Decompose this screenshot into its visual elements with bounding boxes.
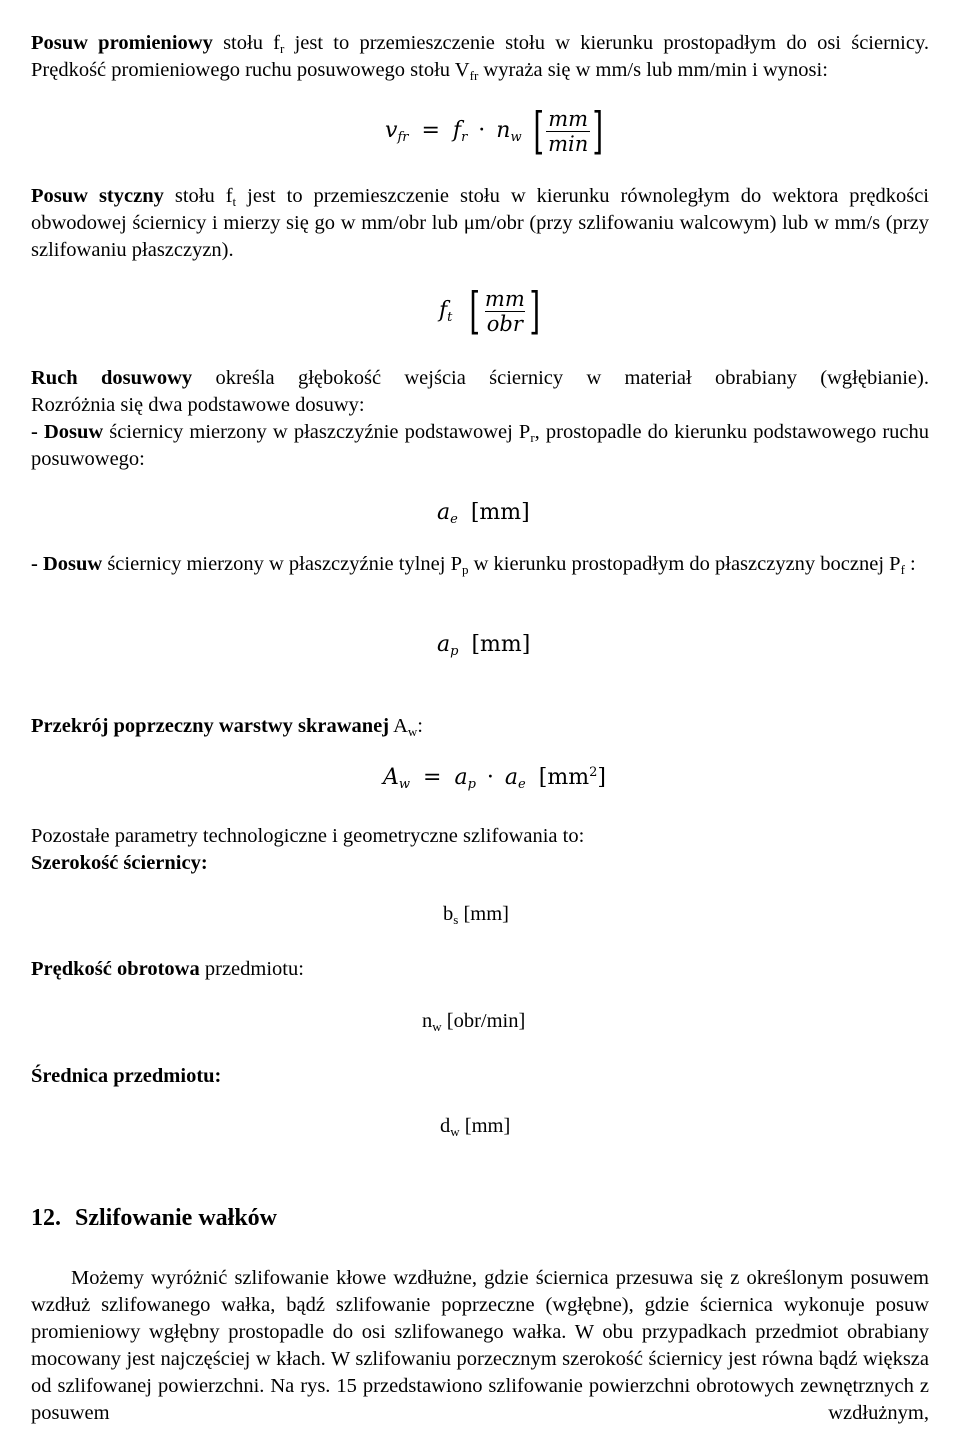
subscript: fr <box>397 130 409 145</box>
term-dosuw: Dosuw <box>43 421 104 443</box>
formula-ap <box>437 632 530 657</box>
symbol: A <box>383 765 399 790</box>
equals-sign: = <box>421 118 440 143</box>
right-bracket: ] <box>592 102 604 160</box>
line <box>31 850 929 877</box>
section-number: 12. <box>31 1205 61 1231</box>
document-page <box>31 0 929 1436</box>
label-wheel-width: Szerokość ściernicy: <box>31 852 208 874</box>
paragraph-cross-section <box>31 713 929 740</box>
text: przedmiotu: <box>199 958 304 980</box>
term-cross-section: Przekrój poprzeczny warstwy skrawanej <box>31 715 390 737</box>
formula-ae <box>437 500 530 525</box>
term-diameter: Średnica przedmiotu: <box>31 1065 222 1087</box>
multiply-dot: · <box>486 765 494 790</box>
left-bracket: [ <box>469 282 481 340</box>
text: stołu f <box>212 32 281 54</box>
right-bracket: ] <box>529 282 540 340</box>
term-infeed: Ruch dosuwowy <box>31 367 193 389</box>
formula-radial-speed <box>385 102 608 160</box>
denominator: obr <box>486 311 523 336</box>
subscript: w <box>450 1124 460 1139</box>
subscript: w <box>407 724 418 739</box>
text: określa głębokość wejścia ściernicy w materiał obrabiany (wgłębianie). <box>192 367 929 389</box>
subscript: e <box>450 512 458 527</box>
subscript: r <box>280 41 285 56</box>
subscript: r <box>461 130 468 145</box>
text: : <box>904 553 916 575</box>
line <box>31 419 929 473</box>
unit: [obr/min] <box>441 1010 526 1032</box>
text: : <box>417 715 423 737</box>
unit: [mm] <box>471 632 531 657</box>
paragraph-infeed <box>31 365 929 473</box>
line: Rozróżnia się dwa podstawowe dosuwy: <box>31 394 365 416</box>
symbol: a <box>437 632 451 657</box>
left-bracket: [ <box>532 102 544 160</box>
symbol: v <box>385 118 398 143</box>
unit: [mm] <box>458 903 509 925</box>
text: jest to przemieszczenie stołu w kierunku prostopadłym do osi ściernicy. Prędkość promieniowego ruchu posuwowego stołu V <box>31 32 930 81</box>
unit-open: [mm <box>538 765 590 790</box>
multiply-dot: · <box>478 118 486 143</box>
line <box>31 365 929 392</box>
value-rotational-speed <box>422 1010 525 1033</box>
subscript: p <box>450 644 459 659</box>
numerator: mm <box>484 286 525 311</box>
text: stołu f <box>163 185 233 207</box>
paragraph-other-params <box>31 823 929 877</box>
text: w kierunku prostopadłym do płaszczyzny bocznej P <box>468 553 901 575</box>
unit: [mm] <box>459 1115 511 1137</box>
unit-bracket <box>529 102 608 160</box>
term-dosuw: - Dosuw <box>31 553 103 575</box>
unit-fraction <box>483 287 527 336</box>
symbol: n <box>422 1010 433 1032</box>
unit-close: ] <box>597 765 606 790</box>
formula-cross-section <box>383 765 606 790</box>
value-diameter <box>440 1115 510 1138</box>
symbol: n <box>496 118 511 143</box>
subscript: w <box>398 777 411 792</box>
equals-sign: = <box>423 765 442 790</box>
line: Pozostałe parametry technologiczne i geometryczne szlifowania to: <box>31 825 585 847</box>
dash: - <box>31 421 44 443</box>
denominator: min <box>548 131 589 156</box>
text: A <box>389 715 408 737</box>
text: jest to przemieszczenie stołu w kierunku równoległym do wektora prędkości obwodowej ściernicy i mierzy się go w mm/obr lub μm/obr (przy szlifowaniu walcowym) lub w mm/s (przy szlifowaniu płaszczyzn). <box>31 185 930 261</box>
subscript: t <box>447 310 453 325</box>
subscript: fr <box>469 68 479 83</box>
symbol: f <box>452 118 462 143</box>
label-rotational-speed <box>31 956 929 983</box>
subscript: f <box>900 562 905 577</box>
unit-bracket <box>465 282 544 340</box>
text: wyraża się w mm/s lub mm/min i wynosi: <box>478 59 828 81</box>
unit-fraction <box>546 107 590 156</box>
section-title: Szlifowanie wałków <box>75 1205 278 1231</box>
symbol: a <box>454 765 468 790</box>
unit: [mm] <box>470 500 530 525</box>
section-heading <box>31 1205 929 1232</box>
text: , prostopadle do kierunku podstawowego ruchu posuwowego: <box>31 421 929 470</box>
subscript: s <box>453 912 459 927</box>
symbol: a <box>437 500 451 525</box>
text: ściernicy mierzony w płaszczyźnie tylnej P <box>102 553 462 575</box>
symbol: a <box>504 765 519 790</box>
superscript: 2 <box>589 765 598 780</box>
value-wheel-width <box>443 903 509 926</box>
text: ściernicy mierzony w płaszczyźnie podstawowej P <box>103 421 531 443</box>
paragraph-radial-feed <box>31 30 929 84</box>
paragraph-tangential-feed <box>31 183 929 264</box>
term-rotational-speed: Prędkość obrotowa <box>31 958 200 980</box>
formula-tangential-feed <box>439 282 544 340</box>
subscript: w <box>510 130 522 145</box>
label-diameter <box>31 1063 929 1090</box>
symbol: d <box>440 1115 451 1137</box>
paragraph-infeed-back-plane <box>31 551 929 578</box>
symbol: b <box>443 903 454 925</box>
term-radial-feed: Posuw promieniowy <box>31 32 213 54</box>
subscript: r <box>530 430 535 445</box>
subscript: t <box>232 194 237 209</box>
numerator: mm <box>548 106 589 131</box>
subscript: p <box>461 562 469 577</box>
unit <box>539 765 606 790</box>
paragraph-shaft-grinding: Możemy wyróżnić szlifowanie kłowe wzdłużne, gdzie ściernica przesuwa się z określonym posuwem wzdłuż szlifowanego wałka, bądź szlifowanie poprzeczne (wgłębne), gdzie ściernica wykonuje posuw promieniowy wgłębny prostopadle do osi szlifowanego wałka. W obu przypadkach przedmiot obrabiany mocowany jest najczęściej w kłach. W szlifowaniu porzecznym szerokość ściernicy jest równa bądź większa od szlifowanej powierzchni. Na rys. 15 przedstawiono szlifowanie powierzchni obrotowych zewnętrznych z posuwem wzdłużnym, <box>31 1267 929 1424</box>
subscript: p <box>467 777 476 792</box>
subscript: w <box>432 1019 442 1034</box>
term-tangential-feed: Posuw styczny <box>31 185 164 207</box>
symbol: f <box>439 298 448 323</box>
subscript: e <box>518 777 526 792</box>
